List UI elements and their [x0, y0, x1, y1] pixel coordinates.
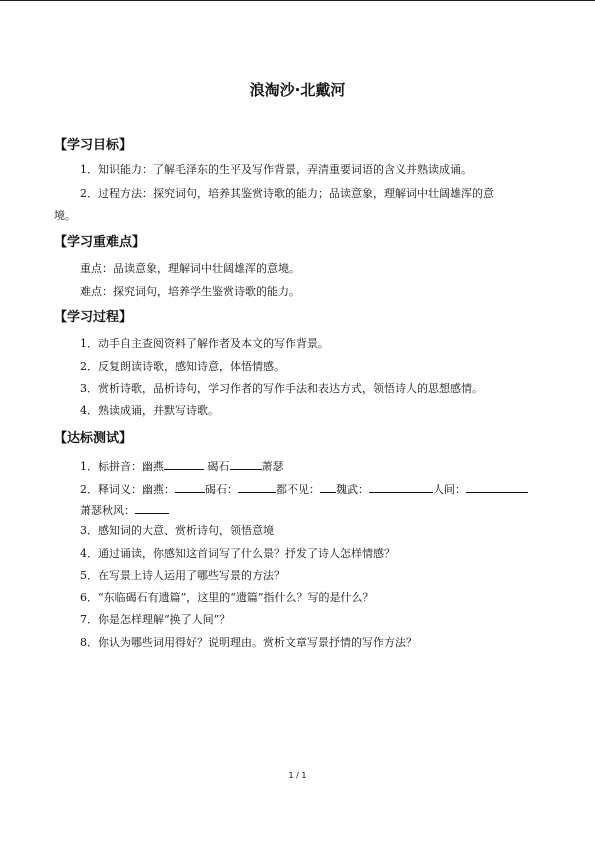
- test-item-pinyin: [80, 458, 284, 474]
- goal-item: 2．过程方法：探究词句，培养其鉴赏诗歌的能力；品读意象，理解词中壮阔雄浑的意: [80, 187, 494, 200]
- process-item: 4．熟读成诵，并默写诗歌。: [80, 404, 219, 417]
- key-point-item: 重点：品读意象，理解词中壮阔雄浑的意境。: [80, 262, 300, 275]
- answer-blank: [230, 458, 262, 470]
- test-item: 5．在写景上诗人运用了哪些写景的方法？: [80, 569, 285, 582]
- process-item: 3．赏析诗歌，品析诗句，学习作者的写作手法和表达方式，领悟诗人的思想感情。: [80, 382, 483, 395]
- page-top-border: [0, 0, 595, 1]
- answer-blank: [135, 502, 169, 514]
- answer-blank: [175, 481, 205, 493]
- test-item: 7．你是怎样理解“换了人间”？: [80, 613, 231, 626]
- answer-blank: [320, 481, 336, 493]
- document-title: 浪淘沙·北戴河: [249, 81, 346, 99]
- test-item: 8．你认为哪些词用得好？说明理由。赏析文章写景抒情的写作方法？: [80, 636, 417, 649]
- define-lead: 2．释词义：幽燕：: [80, 483, 175, 496]
- section-heading-process: 【学习过程】: [54, 310, 133, 325]
- define-term: 都不见：: [276, 483, 320, 496]
- pinyin-term: 萧瑟: [261, 460, 284, 473]
- answer-blank: [238, 481, 276, 493]
- answer-blank: [466, 481, 528, 493]
- section-heading-goals: 【学习目标】: [54, 138, 133, 153]
- process-item: 2．反复朗读诗歌，感知诗意，体悟情感。: [80, 360, 285, 373]
- define-term: 魏武：: [336, 483, 369, 496]
- test-item: 3．感知词的大意、赏析诗句，领悟意境: [80, 524, 274, 537]
- answer-blank: [164, 458, 204, 470]
- process-item: 1．动手自主查阅资料了解作者及本文的写作背景。: [80, 337, 329, 350]
- page-number: 1 / 1: [288, 771, 307, 780]
- answer-blank: [369, 481, 433, 493]
- section-heading-test: 【达标测试】: [54, 431, 133, 446]
- define-term: 人间：: [433, 483, 466, 496]
- goal-item: 1．知识能力：了解毛泽东的生平及写作背景，弄清重要词语的含义并熟读成诵。: [80, 163, 472, 176]
- goal-item-continuation: 境。: [54, 209, 76, 222]
- pinyin-lead: 1．标拼音：幽燕: [80, 460, 164, 473]
- test-item-define-continuation: [80, 502, 169, 518]
- define-term: 萧瑟秋风：: [80, 504, 135, 517]
- test-item-define: [80, 481, 528, 497]
- pinyin-term: 碣石: [207, 460, 230, 473]
- define-term: 碣石：: [205, 483, 238, 496]
- section-heading-key-points: 【学习重难点】: [54, 235, 146, 250]
- key-point-item: 难点：探究词句，培养学生鉴赏诗歌的能力。: [80, 285, 300, 298]
- test-item: 4．通过诵读，你感知这首词写了什么景？抒发了诗人怎样情感？: [80, 547, 395, 560]
- test-item: 6．“东临碣石有遗篇”，这里的“遗篇”指什么？写的是什么？: [80, 591, 374, 604]
